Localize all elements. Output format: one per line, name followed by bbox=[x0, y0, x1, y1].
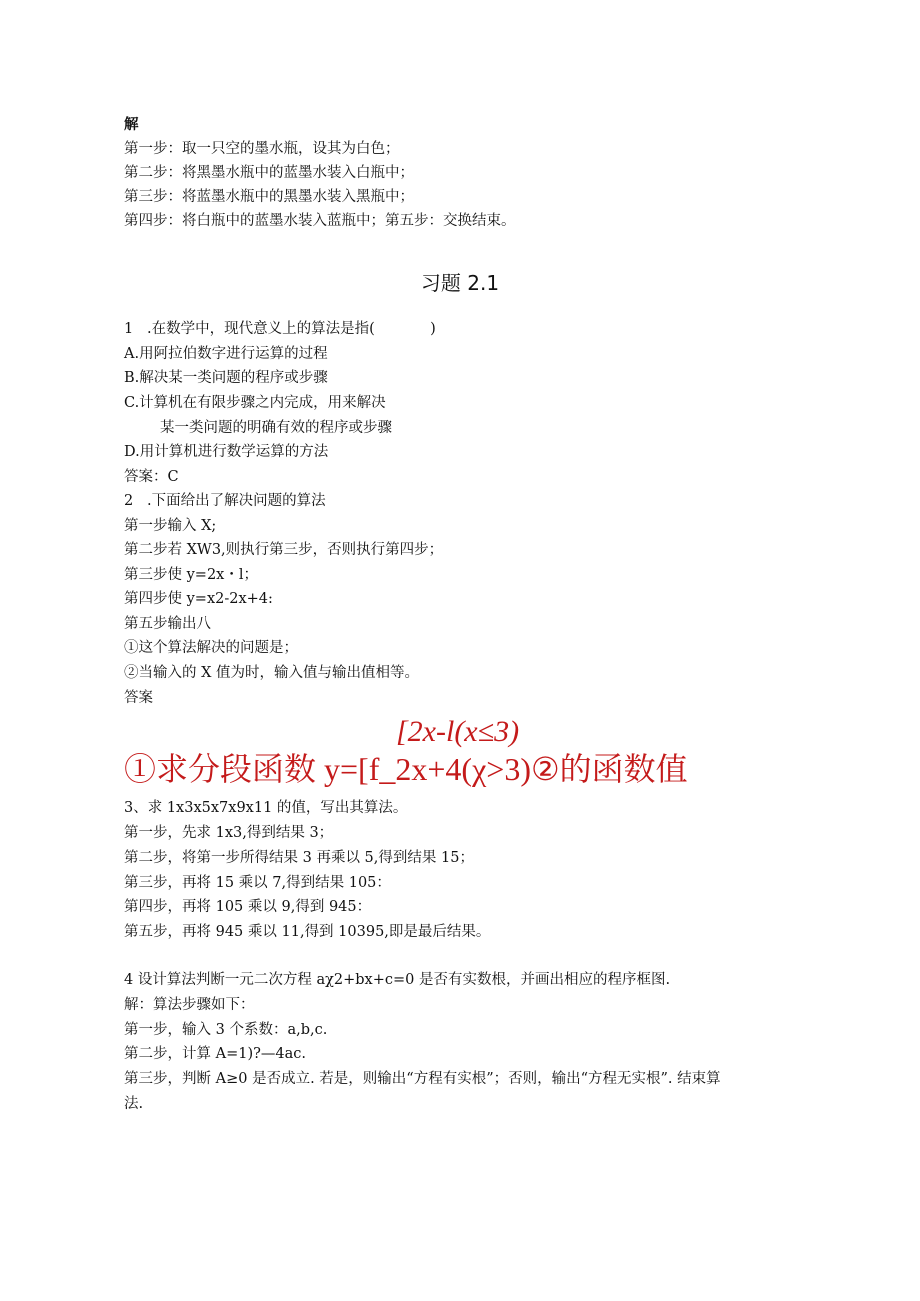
solution-line: 第三步：将蓝墨水瓶中的黑墨水装入黑瓶中； bbox=[124, 189, 414, 205]
q4-line: 法. bbox=[124, 1096, 144, 1112]
q1-option-continued: 某一类问题的明确有效的程序或步骤 bbox=[160, 420, 392, 436]
section-title: 习题 2.1 bbox=[420, 271, 500, 295]
q4-line: 解：算法步骤如下： bbox=[124, 997, 255, 1013]
q4-line: 第一步，输入 3 个系数：a,b,c. bbox=[124, 1022, 328, 1038]
q2-step: 第五步输出八 bbox=[124, 616, 211, 632]
q2-step: 第二步若 XW3,则执行第三步，否则执行第四步； bbox=[124, 542, 444, 558]
q3-step: 第四步，再将 105 乘以 9,得到 945： bbox=[124, 899, 372, 915]
q3-step: 第三步，再将 15 乘以 7,得到结果 105： bbox=[124, 875, 391, 891]
q2-step: 第一步输入 X; bbox=[124, 518, 217, 534]
q4-stem: 4 设计算法判断一元二次方程 aχ2+bx+c=0 是否有实数根，并画出相应的程序框图. bbox=[124, 972, 671, 988]
solution-line: 第二步：将黑墨水瓶中的蓝墨水装入白瓶中； bbox=[124, 165, 414, 181]
q3-stem: 3、求 1x3x5x7x9x11 的值，写出其算法。 bbox=[124, 800, 408, 816]
q1-option: A.用阿拉伯数字进行运算的过程 bbox=[124, 346, 328, 362]
q1-answer: 答案：C bbox=[124, 469, 179, 485]
q2-answer-piecewise-top: [2x-l(x≤3) bbox=[396, 715, 520, 748]
q4-line: 第三步，判断 A≥0 是否成立. 若是，则输出“方程有实根”；否则，输出“方程无实根”. 结束算 bbox=[124, 1071, 721, 1087]
solution-heading: 解 bbox=[124, 116, 139, 133]
q1-option: D.用计算机进行数学运算的方法 bbox=[124, 444, 329, 460]
q2-answer-label: 答案 bbox=[124, 690, 153, 706]
q3-step: 第五步，再将 945 乘以 11,得到 10395,即是最后结果。 bbox=[124, 924, 491, 940]
q2-step: 第四步使 y=x2-2x+4: bbox=[124, 591, 273, 607]
q2-answer-main: ①求分段函数 y=[f_2x+4(χ>3)②的函数值 bbox=[124, 751, 688, 787]
q2-subquestion: ②当输入的 X 值为时，输入值与输出值相等。 bbox=[124, 665, 420, 681]
q3-step: 第一步，先求 1x3,得到结果 3； bbox=[124, 825, 334, 841]
q1-option: B.解决某一类问题的程序或步骤 bbox=[124, 370, 328, 386]
q2-subquestion: ①这个算法解决的问题是； bbox=[124, 640, 298, 656]
q2-stem: 2 .下面给出了解决问题的算法 bbox=[124, 493, 326, 509]
q1-option: C.计算机在有限步骤之内完成，用来解决 bbox=[124, 395, 386, 411]
q4-line: 第二步，计算 A=1)?—4ac. bbox=[124, 1046, 306, 1062]
solution-line: 第一步：取一只空的墨水瓶，设其为白色； bbox=[124, 141, 400, 157]
q3-step: 第二步，将第一步所得结果 3 再乘以 5,得到结果 15； bbox=[124, 850, 474, 866]
q1-stem: 1 .在数学中，现代意义上的算法是指( ) bbox=[124, 321, 436, 337]
solution-line: 第四步：将白瓶中的蓝墨水装入蓝瓶中；第五步：交换结束。 bbox=[124, 213, 516, 229]
q2-step: 第三步使 y=2x・l； bbox=[124, 567, 258, 583]
